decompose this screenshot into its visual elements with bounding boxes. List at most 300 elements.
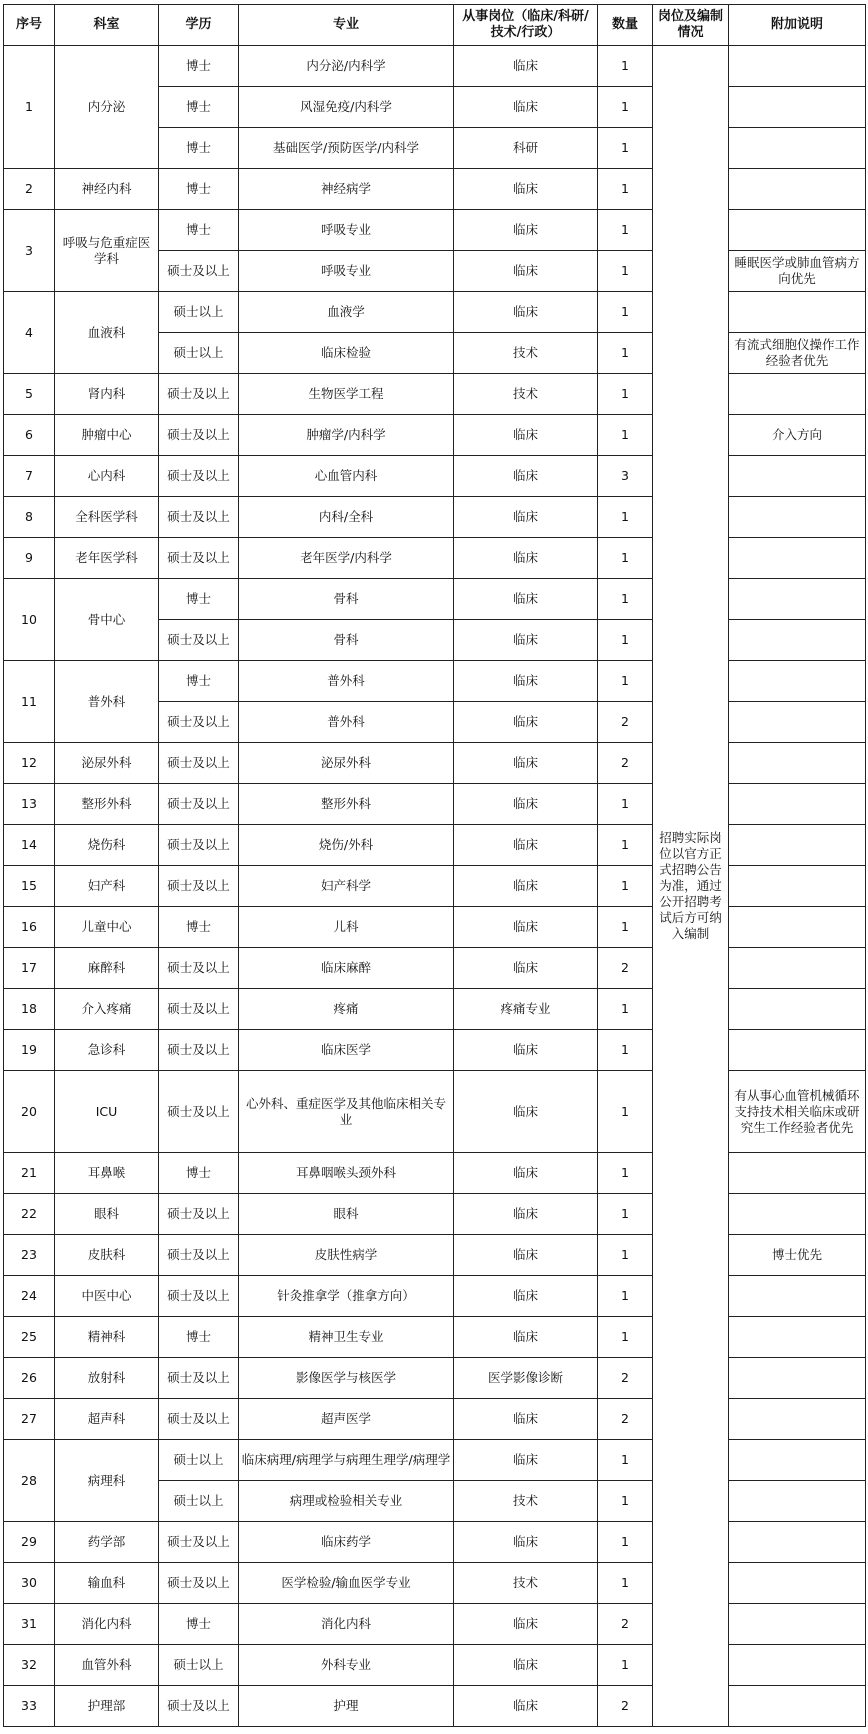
major: 针灸推拿学（推拿方向）: [239, 1276, 454, 1317]
post-type: 临床: [454, 292, 598, 333]
row-number: 19: [4, 1030, 55, 1071]
table-row: [4, 1235, 866, 1276]
department: 儿童中心: [55, 907, 159, 948]
department: 全科医学科: [55, 497, 159, 538]
count: 1: [598, 333, 653, 374]
count: 1: [598, 374, 653, 415]
department: 肿瘤中心: [55, 415, 159, 456]
row-number: 31: [4, 1604, 55, 1645]
additional-note: [729, 210, 866, 251]
department: 介入疼痛: [55, 989, 159, 1030]
education: 博士: [159, 87, 239, 128]
education: 硕士及以上: [159, 1194, 239, 1235]
table-row: [4, 579, 866, 620]
department: 骨中心: [55, 579, 159, 661]
additional-note: [729, 1645, 866, 1686]
education: 硕士及以上: [159, 1686, 239, 1727]
education: 硕士及以上: [159, 948, 239, 989]
count: 1: [598, 1481, 653, 1522]
additional-note: [729, 1604, 866, 1645]
count: 1: [598, 169, 653, 210]
recruitment-table: [3, 4, 866, 1727]
header-no: 序号: [4, 5, 55, 46]
row-number: 16: [4, 907, 55, 948]
post-type: 临床: [454, 169, 598, 210]
additional-note: [729, 620, 866, 661]
table-row: [4, 866, 866, 907]
education: 硕士以上: [159, 1440, 239, 1481]
table-row: [4, 784, 866, 825]
row-number: 3: [4, 210, 55, 292]
education: 硕士及以上: [159, 251, 239, 292]
row-number: 29: [4, 1522, 55, 1563]
major: 消化内科: [239, 1604, 454, 1645]
count: 2: [598, 1604, 653, 1645]
count: 1: [598, 1235, 653, 1276]
header-dept: 科室: [55, 5, 159, 46]
major: 内分泌/内科学: [239, 46, 454, 87]
row-number: 12: [4, 743, 55, 784]
row-number: 28: [4, 1440, 55, 1522]
table-row: [4, 743, 866, 784]
major: 耳鼻咽喉头颈外科: [239, 1153, 454, 1194]
count: 1: [598, 784, 653, 825]
table-row: [4, 1153, 866, 1194]
major: 肿瘤学/内科学: [239, 415, 454, 456]
education: 博士: [159, 1153, 239, 1194]
count: 1: [598, 1645, 653, 1686]
major: 骨科: [239, 620, 454, 661]
post-type: 临床: [454, 661, 598, 702]
additional-note: [729, 1440, 866, 1481]
count: 1: [598, 1276, 653, 1317]
count: 2: [598, 1399, 653, 1440]
row-number: 14: [4, 825, 55, 866]
count: 1: [598, 1440, 653, 1481]
row-number: 22: [4, 1194, 55, 1235]
count: 2: [598, 1686, 653, 1727]
additional-note: [729, 1194, 866, 1235]
education: 硕士及以上: [159, 866, 239, 907]
major: 妇产科学: [239, 866, 454, 907]
department: 整形外科: [55, 784, 159, 825]
post-type: 临床: [454, 1194, 598, 1235]
major: 血液学: [239, 292, 454, 333]
major: 普外科: [239, 661, 454, 702]
post-type: 临床: [454, 743, 598, 784]
header-major: 专业: [239, 5, 454, 46]
additional-note: [729, 784, 866, 825]
header-post-type: 从事岗位（临床/科研/技术/行政）: [454, 5, 598, 46]
table-row: [4, 538, 866, 579]
post-type: 临床: [454, 1153, 598, 1194]
major: 疼痛: [239, 989, 454, 1030]
post-type: 临床: [454, 620, 598, 661]
additional-note: [729, 1276, 866, 1317]
header-count: 数量: [598, 5, 653, 46]
policy-note: 招聘实际岗位以官方正式招聘公告为准，通过公开招聘考试后方可纳入编制: [653, 46, 729, 1727]
table-row: [4, 292, 866, 333]
major: 生物医学工程: [239, 374, 454, 415]
table-row: [4, 989, 866, 1030]
post-type: 疼痛专业: [454, 989, 598, 1030]
count: 2: [598, 948, 653, 989]
major: 医学检验/输血医学专业: [239, 1563, 454, 1604]
department: 泌尿外科: [55, 743, 159, 784]
post-type: 技术: [454, 333, 598, 374]
table-row: [4, 169, 866, 210]
table-row: [4, 1604, 866, 1645]
table-row: [4, 497, 866, 538]
major: 临床医学: [239, 1030, 454, 1071]
department: 输血科: [55, 1563, 159, 1604]
count: 1: [598, 128, 653, 169]
table-row: [4, 1071, 866, 1153]
department: 急诊科: [55, 1030, 159, 1071]
count: 1: [598, 538, 653, 579]
education: 博士: [159, 661, 239, 702]
table-row: [4, 1358, 866, 1399]
education: 硕士以上: [159, 333, 239, 374]
education: 博士: [159, 210, 239, 251]
row-number: 21: [4, 1153, 55, 1194]
count: 1: [598, 907, 653, 948]
row-number: 24: [4, 1276, 55, 1317]
table-row: [4, 1686, 866, 1727]
table-row: [4, 1194, 866, 1235]
education: 硕士及以上: [159, 702, 239, 743]
education: 硕士以上: [159, 1481, 239, 1522]
major: 烧伤/外科: [239, 825, 454, 866]
post-type: 临床: [454, 1399, 598, 1440]
count: 1: [598, 1030, 653, 1071]
education: 硕士及以上: [159, 1071, 239, 1153]
department: ICU: [55, 1071, 159, 1153]
post-type: 临床: [454, 1030, 598, 1071]
additional-note: [729, 1481, 866, 1522]
row-number: 5: [4, 374, 55, 415]
row-number: 32: [4, 1645, 55, 1686]
count: 1: [598, 866, 653, 907]
major: 超声医学: [239, 1399, 454, 1440]
post-type: 科研: [454, 128, 598, 169]
post-type: 临床: [454, 579, 598, 620]
table-row: [4, 825, 866, 866]
education: 硕士及以上: [159, 1399, 239, 1440]
post-type: 临床: [454, 1440, 598, 1481]
count: 1: [598, 1194, 653, 1235]
table-row: [4, 1440, 866, 1481]
table-row: [4, 46, 866, 87]
major: 临床药学: [239, 1522, 454, 1563]
major: 内科/全科: [239, 497, 454, 538]
major: 临床检验: [239, 333, 454, 374]
additional-note: [729, 1399, 866, 1440]
additional-note: 博士优先: [729, 1235, 866, 1276]
table-row: [4, 661, 866, 702]
education: 硕士以上: [159, 1645, 239, 1686]
post-type: 临床: [454, 1276, 598, 1317]
post-type: 临床: [454, 87, 598, 128]
additional-note: [729, 907, 866, 948]
count: 1: [598, 1522, 653, 1563]
additional-note: [729, 538, 866, 579]
major: 皮肤性病学: [239, 1235, 454, 1276]
additional-note: 有从事心血管机械循环支持技术相关临床或研究生工作经验者优先: [729, 1071, 866, 1153]
additional-note: [729, 989, 866, 1030]
table-row: [4, 374, 866, 415]
department: 精神科: [55, 1317, 159, 1358]
department: 老年医学科: [55, 538, 159, 579]
major: 护理: [239, 1686, 454, 1727]
count: 2: [598, 1358, 653, 1399]
education: 硕士及以上: [159, 1276, 239, 1317]
row-number: 10: [4, 579, 55, 661]
additional-note: 睡眠医学或肺血管病方向优先: [729, 251, 866, 292]
department: 麻醉科: [55, 948, 159, 989]
additional-note: [729, 1317, 866, 1358]
major: 临床病理/病理学与病理生理学/病理学: [239, 1440, 454, 1481]
post-type: 临床: [454, 702, 598, 743]
education: 硕士及以上: [159, 1522, 239, 1563]
additional-note: [729, 497, 866, 538]
additional-note: [729, 1030, 866, 1071]
department: 呼吸与危重症医学科: [55, 210, 159, 292]
count: 1: [598, 1071, 653, 1153]
post-type: 技术: [454, 374, 598, 415]
additional-note: [729, 948, 866, 989]
department: 药学部: [55, 1522, 159, 1563]
department: 放射科: [55, 1358, 159, 1399]
row-number: 25: [4, 1317, 55, 1358]
additional-note: [729, 825, 866, 866]
table-row: [4, 456, 866, 497]
row-number: 11: [4, 661, 55, 743]
major: 普外科: [239, 702, 454, 743]
additional-note: [729, 702, 866, 743]
count: 1: [598, 989, 653, 1030]
department: 病理科: [55, 1440, 159, 1522]
department: 普外科: [55, 661, 159, 743]
header-policy: 岗位及编制情况: [653, 5, 729, 46]
row-number: 1: [4, 46, 55, 169]
additional-note: 介入方向: [729, 415, 866, 456]
major: 呼吸专业: [239, 210, 454, 251]
major: 临床麻醉: [239, 948, 454, 989]
additional-note: [729, 374, 866, 415]
row-number: 2: [4, 169, 55, 210]
row-number: 4: [4, 292, 55, 374]
post-type: 临床: [454, 1522, 598, 1563]
additional-note: [729, 292, 866, 333]
additional-note: [729, 456, 866, 497]
count: 1: [598, 87, 653, 128]
department: 眼科: [55, 1194, 159, 1235]
row-number: 33: [4, 1686, 55, 1727]
education: 硕士及以上: [159, 784, 239, 825]
major: 整形外科: [239, 784, 454, 825]
post-type: 临床: [454, 1645, 598, 1686]
department: 神经内科: [55, 169, 159, 210]
table-row: [4, 1563, 866, 1604]
major: 心血管内科: [239, 456, 454, 497]
additional-note: [729, 661, 866, 702]
row-number: 20: [4, 1071, 55, 1153]
row-number: 9: [4, 538, 55, 579]
post-type: 技术: [454, 1481, 598, 1522]
row-number: 23: [4, 1235, 55, 1276]
table-row: [4, 948, 866, 989]
department: 妇产科: [55, 866, 159, 907]
row-number: 7: [4, 456, 55, 497]
major: 外科专业: [239, 1645, 454, 1686]
post-type: 临床: [454, 251, 598, 292]
education: 硕士及以上: [159, 1030, 239, 1071]
count: 1: [598, 825, 653, 866]
row-number: 27: [4, 1399, 55, 1440]
education: 硕士及以上: [159, 620, 239, 661]
department: 血液科: [55, 292, 159, 374]
row-number: 18: [4, 989, 55, 1030]
additional-note: [729, 1686, 866, 1727]
education: 硕士及以上: [159, 743, 239, 784]
table-row: [4, 1522, 866, 1563]
major: 泌尿外科: [239, 743, 454, 784]
education: 博士: [159, 1604, 239, 1645]
post-type: 临床: [454, 1317, 598, 1358]
count: 1: [598, 579, 653, 620]
count: 2: [598, 702, 653, 743]
row-number: 8: [4, 497, 55, 538]
count: 1: [598, 1317, 653, 1358]
additional-note: [729, 1153, 866, 1194]
count: 2: [598, 743, 653, 784]
major: 基础医学/预防医学/内科学: [239, 128, 454, 169]
header-notes: 附加说明: [729, 5, 866, 46]
major: 病理或检验相关专业: [239, 1481, 454, 1522]
count: 3: [598, 456, 653, 497]
department: 皮肤科: [55, 1235, 159, 1276]
header-row: [4, 5, 866, 46]
count: 1: [598, 415, 653, 456]
count: 1: [598, 1563, 653, 1604]
additional-note: [729, 1522, 866, 1563]
post-type: 临床: [454, 866, 598, 907]
table-body: [4, 46, 866, 1727]
additional-note: [729, 46, 866, 87]
education: 硕士以上: [159, 292, 239, 333]
additional-note: [729, 579, 866, 620]
education: 硕士及以上: [159, 538, 239, 579]
table-row: [4, 1317, 866, 1358]
major: 儿科: [239, 907, 454, 948]
table-row: [4, 1645, 866, 1686]
education: 硕士及以上: [159, 825, 239, 866]
department: 超声科: [55, 1399, 159, 1440]
department: 血管外科: [55, 1645, 159, 1686]
table-row: [4, 1276, 866, 1317]
education: 博士: [159, 907, 239, 948]
department: 护理部: [55, 1686, 159, 1727]
post-type: 临床: [454, 907, 598, 948]
count: 1: [598, 661, 653, 702]
major: 影像医学与核医学: [239, 1358, 454, 1399]
row-number: 13: [4, 784, 55, 825]
department: 肾内科: [55, 374, 159, 415]
education: 硕士及以上: [159, 1563, 239, 1604]
major: 神经病学: [239, 169, 454, 210]
post-type: 临床: [454, 1604, 598, 1645]
table-row: [4, 907, 866, 948]
additional-note: 有流式细胞仪操作工作经验者优先: [729, 333, 866, 374]
count: 1: [598, 46, 653, 87]
post-type: 临床: [454, 210, 598, 251]
post-type: 临床: [454, 538, 598, 579]
education: 硕士及以上: [159, 497, 239, 538]
department: 中医中心: [55, 1276, 159, 1317]
header-education: 学历: [159, 5, 239, 46]
department: 烧伤科: [55, 825, 159, 866]
count: 1: [598, 497, 653, 538]
additional-note: [729, 128, 866, 169]
table-row: [4, 210, 866, 251]
education: 博士: [159, 1317, 239, 1358]
education: 硕士及以上: [159, 456, 239, 497]
department: 消化内科: [55, 1604, 159, 1645]
row-number: 17: [4, 948, 55, 989]
post-type: 临床: [454, 948, 598, 989]
additional-note: [729, 1563, 866, 1604]
post-type: 临床: [454, 1686, 598, 1727]
major: 风湿免疫/内科学: [239, 87, 454, 128]
major: 骨科: [239, 579, 454, 620]
row-number: 30: [4, 1563, 55, 1604]
education: 硕士及以上: [159, 415, 239, 456]
post-type: 临床: [454, 784, 598, 825]
table-row: [4, 1399, 866, 1440]
row-number: 6: [4, 415, 55, 456]
education: 博士: [159, 46, 239, 87]
additional-note: [729, 87, 866, 128]
department: 耳鼻喉: [55, 1153, 159, 1194]
count: 1: [598, 251, 653, 292]
education: 博士: [159, 169, 239, 210]
department: 内分泌: [55, 46, 159, 169]
department: 心内科: [55, 456, 159, 497]
education: 博士: [159, 579, 239, 620]
major: 呼吸专业: [239, 251, 454, 292]
major: 老年医学/内科学: [239, 538, 454, 579]
education: 博士: [159, 128, 239, 169]
post-type: 临床: [454, 1235, 598, 1276]
count: 1: [598, 292, 653, 333]
additional-note: [729, 866, 866, 907]
count: 1: [598, 1153, 653, 1194]
major: 眼科: [239, 1194, 454, 1235]
count: 1: [598, 620, 653, 661]
post-type: 临床: [454, 456, 598, 497]
post-type: 临床: [454, 46, 598, 87]
education: 硕士及以上: [159, 1358, 239, 1399]
additional-note: [729, 169, 866, 210]
post-type: 临床: [454, 497, 598, 538]
post-type: 临床: [454, 415, 598, 456]
education: 硕士及以上: [159, 1235, 239, 1276]
major: 心外科、重症医学及其他临床相关专业: [239, 1071, 454, 1153]
additional-note: [729, 743, 866, 784]
post-type: 医学影像诊断: [454, 1358, 598, 1399]
count: 1: [598, 210, 653, 251]
